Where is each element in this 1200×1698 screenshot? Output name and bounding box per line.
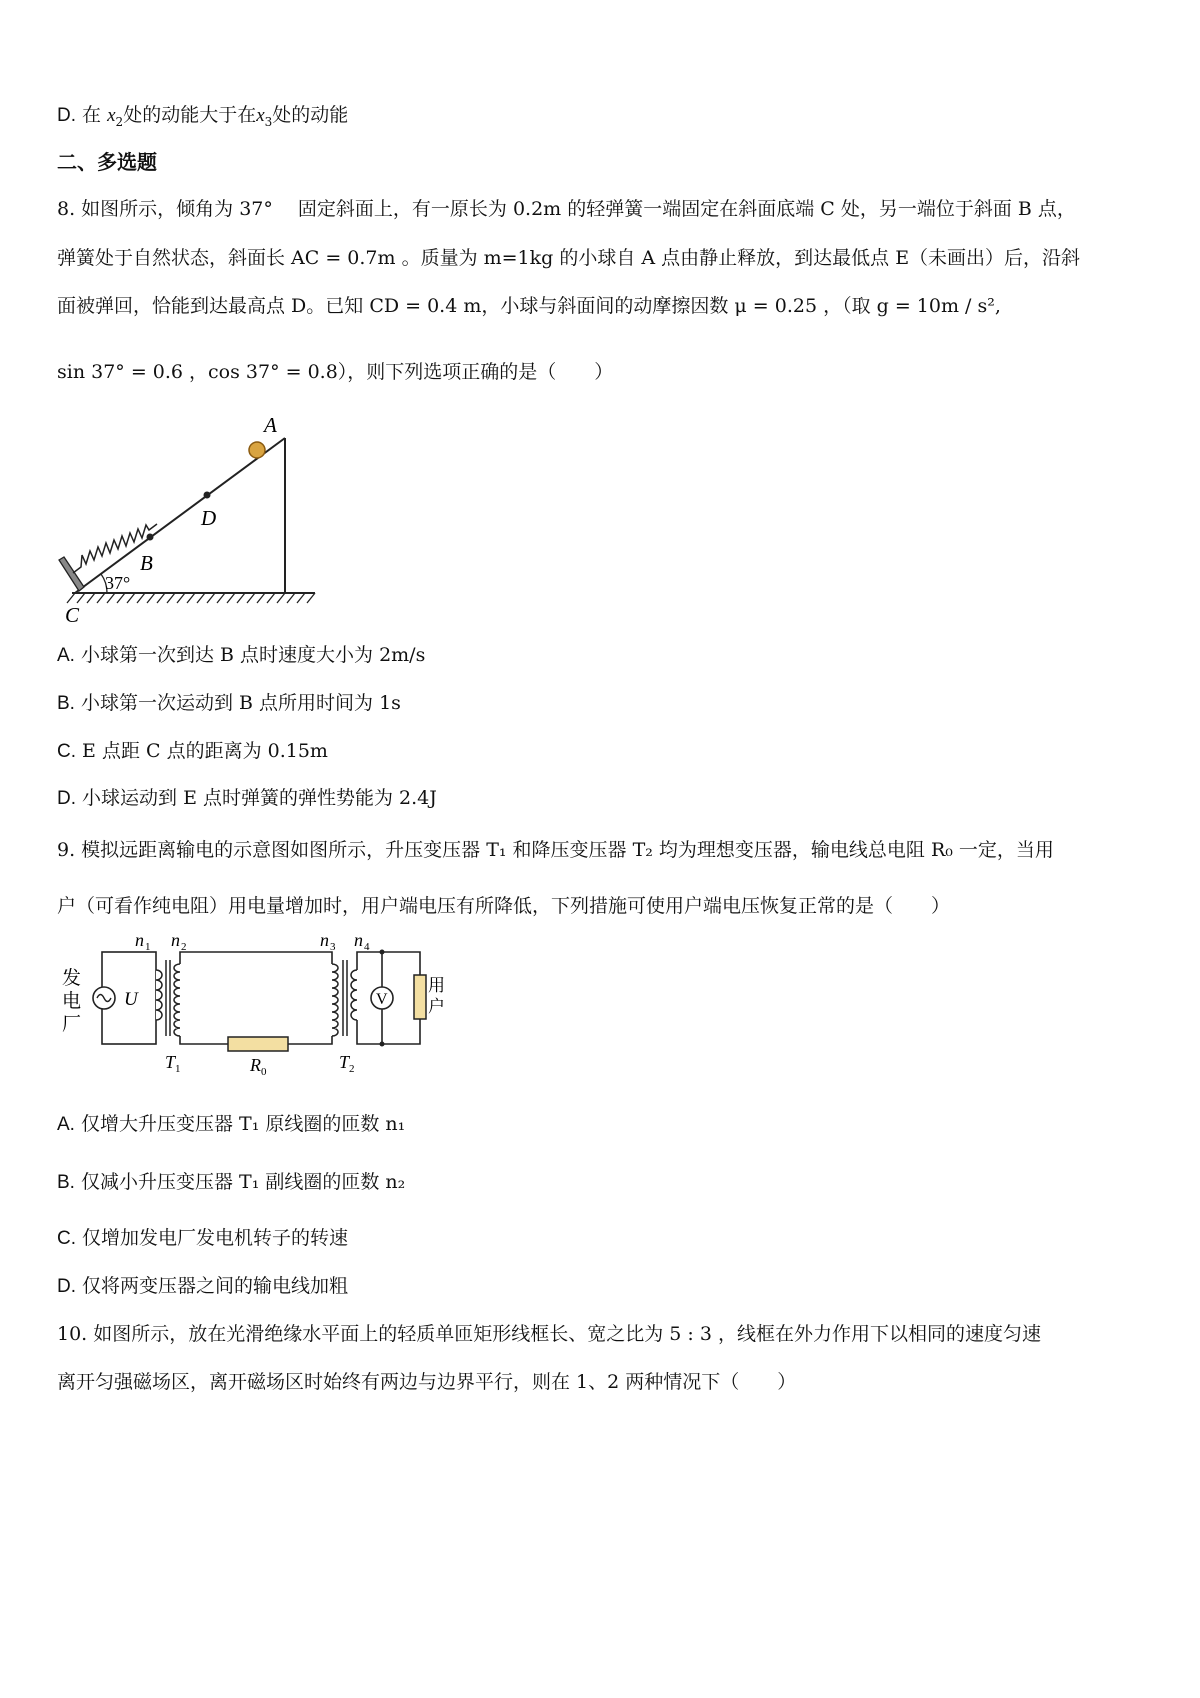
option-text: 仅增加发电厂发电机转子的转速 (82, 1227, 349, 1249)
n1-sub: 1 (145, 941, 151, 953)
option-text: 小球第一次运动到 B 点所用时间为 1s (81, 692, 401, 714)
r0-sub: 0 (261, 1066, 267, 1078)
incline-line (75, 438, 285, 593)
n3-sub: 3 (330, 941, 336, 953)
q9-option-b (57, 1170, 405, 1195)
option-text: 仅增大升压变压器 T₁ 原线圈的匝数 n₁ (81, 1113, 406, 1135)
user-load (414, 975, 426, 1019)
option-label: D. (57, 1276, 76, 1297)
q8-option-c (57, 739, 328, 764)
t2-sub: 2 (349, 1063, 355, 1075)
var-sub: 2 (115, 114, 124, 129)
option-label: C. (57, 741, 76, 762)
q8-incline-figure (55, 410, 315, 625)
n3-label: n (320, 930, 329, 950)
u-label: U (124, 989, 138, 1010)
point-b (147, 534, 154, 541)
plant-label-1: 发 (62, 968, 82, 989)
label-a: A (264, 413, 277, 437)
option-label: B. (57, 693, 75, 714)
q9-option-a (57, 1112, 405, 1137)
option-label: A. (57, 1114, 75, 1135)
plant-label-3: 厂 (62, 1014, 82, 1035)
q8-option-d (57, 786, 437, 811)
option-text: 仅减小升压变压器 T₁ 副线圈的匝数 n₂ (81, 1171, 406, 1193)
var-x: x (256, 105, 265, 126)
label-c: C (65, 603, 80, 627)
var-sub: 3 (264, 114, 273, 129)
t1-secondary-coil (174, 964, 180, 1036)
option-text: 小球运动到 E 点时弹簧的弹性势能为 2.4J (82, 787, 437, 809)
junction-dot (380, 950, 385, 955)
option-text: 小球第一次到达 B 点时速度大小为 2m/s (81, 644, 426, 666)
option-text-b: 处的动能大于在 (123, 104, 257, 126)
option-label: C. (57, 1228, 76, 1249)
q8-line-3: 面被弹回，恰能到达最高点 D。已知 CD = 0.4 m，小球与斜面间的动摩擦因数 μ = 0.25 ，（取 g = 10m / s², (57, 295, 1001, 317)
label-d: D (201, 506, 217, 530)
q9-line-2: 户（可看作纯电阻）用电量增加时，用户端电压有所降低，下列措施可使用户端电压恢复正常的是（ ） (57, 895, 951, 917)
q8-line-4: sin 37° = 0.6 ，cos 37° = 0.8），则下列选项正确的是（ ） (57, 361, 614, 383)
r0-label: R (250, 1055, 261, 1075)
top-line (180, 952, 332, 964)
q9-line-1: 9. 模拟远距离输电的示意图如图所示，升压变压器 T₁ 和降压变压器 T₂ 均为理想变压器，输电线总电阻 R₀ 一定，当用 (57, 839, 1054, 861)
q9-option-d (57, 1274, 348, 1299)
q7-option-d (57, 103, 348, 134)
junction-dot (380, 1042, 385, 1047)
option-text-a: 在 (82, 104, 102, 126)
option-label: A. (57, 645, 75, 666)
point-d (204, 492, 211, 499)
option-text-c: 处的动能 (272, 104, 349, 126)
q10-line-2: 离开匀强磁场区，离开磁场区时始终有两边与边界平行，则在 1、2 两种情况下（ ） (57, 1371, 797, 1393)
label-b: B (140, 551, 153, 575)
t1-sub: 1 (175, 1063, 181, 1075)
n2-sub: 2 (181, 941, 187, 953)
section-heading: 二、多选题 (57, 150, 157, 174)
option-label: D. (57, 788, 76, 809)
n4-label: n (354, 930, 363, 950)
q8-line-1: 8. 如图所示，倾角为 37° 固定斜面上，有一原长为 0.2m 的轻弹簧一端固定在斜面底端 C 处，另一端位于斜面 B 点， (57, 198, 1076, 220)
label-angle: 37° (105, 573, 131, 593)
voltmeter-label: V (376, 991, 388, 1008)
n1-label: n (135, 930, 144, 950)
ball-a (249, 442, 265, 458)
var-x: x (107, 105, 116, 126)
user-label-1: 用 (428, 976, 445, 995)
option-label: B. (57, 1172, 75, 1193)
user-label-2: 户 (428, 997, 445, 1016)
t2-label: T (339, 1052, 350, 1072)
option-text: E 点距 C 点的距离为 0.15m (82, 740, 328, 762)
q10-line-1: 10. 如图所示，放在光滑绝缘水平面上的轻质单匝矩形线框长、宽之比为 5 : 3 ，线框在外力作用下以相同的速度匀速 (57, 1323, 1041, 1345)
q9-option-c (57, 1226, 348, 1251)
option-label: D. (57, 105, 76, 126)
q8-option-a (57, 643, 425, 668)
n2-label: n (171, 930, 180, 950)
n4-sub: 4 (364, 941, 370, 953)
ground-hatching (67, 593, 315, 603)
wall-plate (59, 557, 84, 591)
t1-primary-coil (156, 970, 162, 1020)
q9-transmission-figure (62, 930, 445, 1080)
t2-primary-coil (332, 964, 338, 1036)
option-text: 仅将两变压器之间的输电线加粗 (82, 1275, 349, 1297)
q8-option-b (57, 691, 401, 716)
q8-line-2: 弹簧处于自然状态，斜面长 AC = 0.7m 。质量为 m=1kg 的小球自 A 点由静止释放，到达最低点 E（未画出）后，沿斜 (57, 247, 1081, 269)
plant-label-2: 电 (62, 991, 82, 1012)
t2-secondary-coil (351, 970, 357, 1020)
resistor-r0 (228, 1037, 288, 1051)
t1-label: T (165, 1052, 176, 1072)
